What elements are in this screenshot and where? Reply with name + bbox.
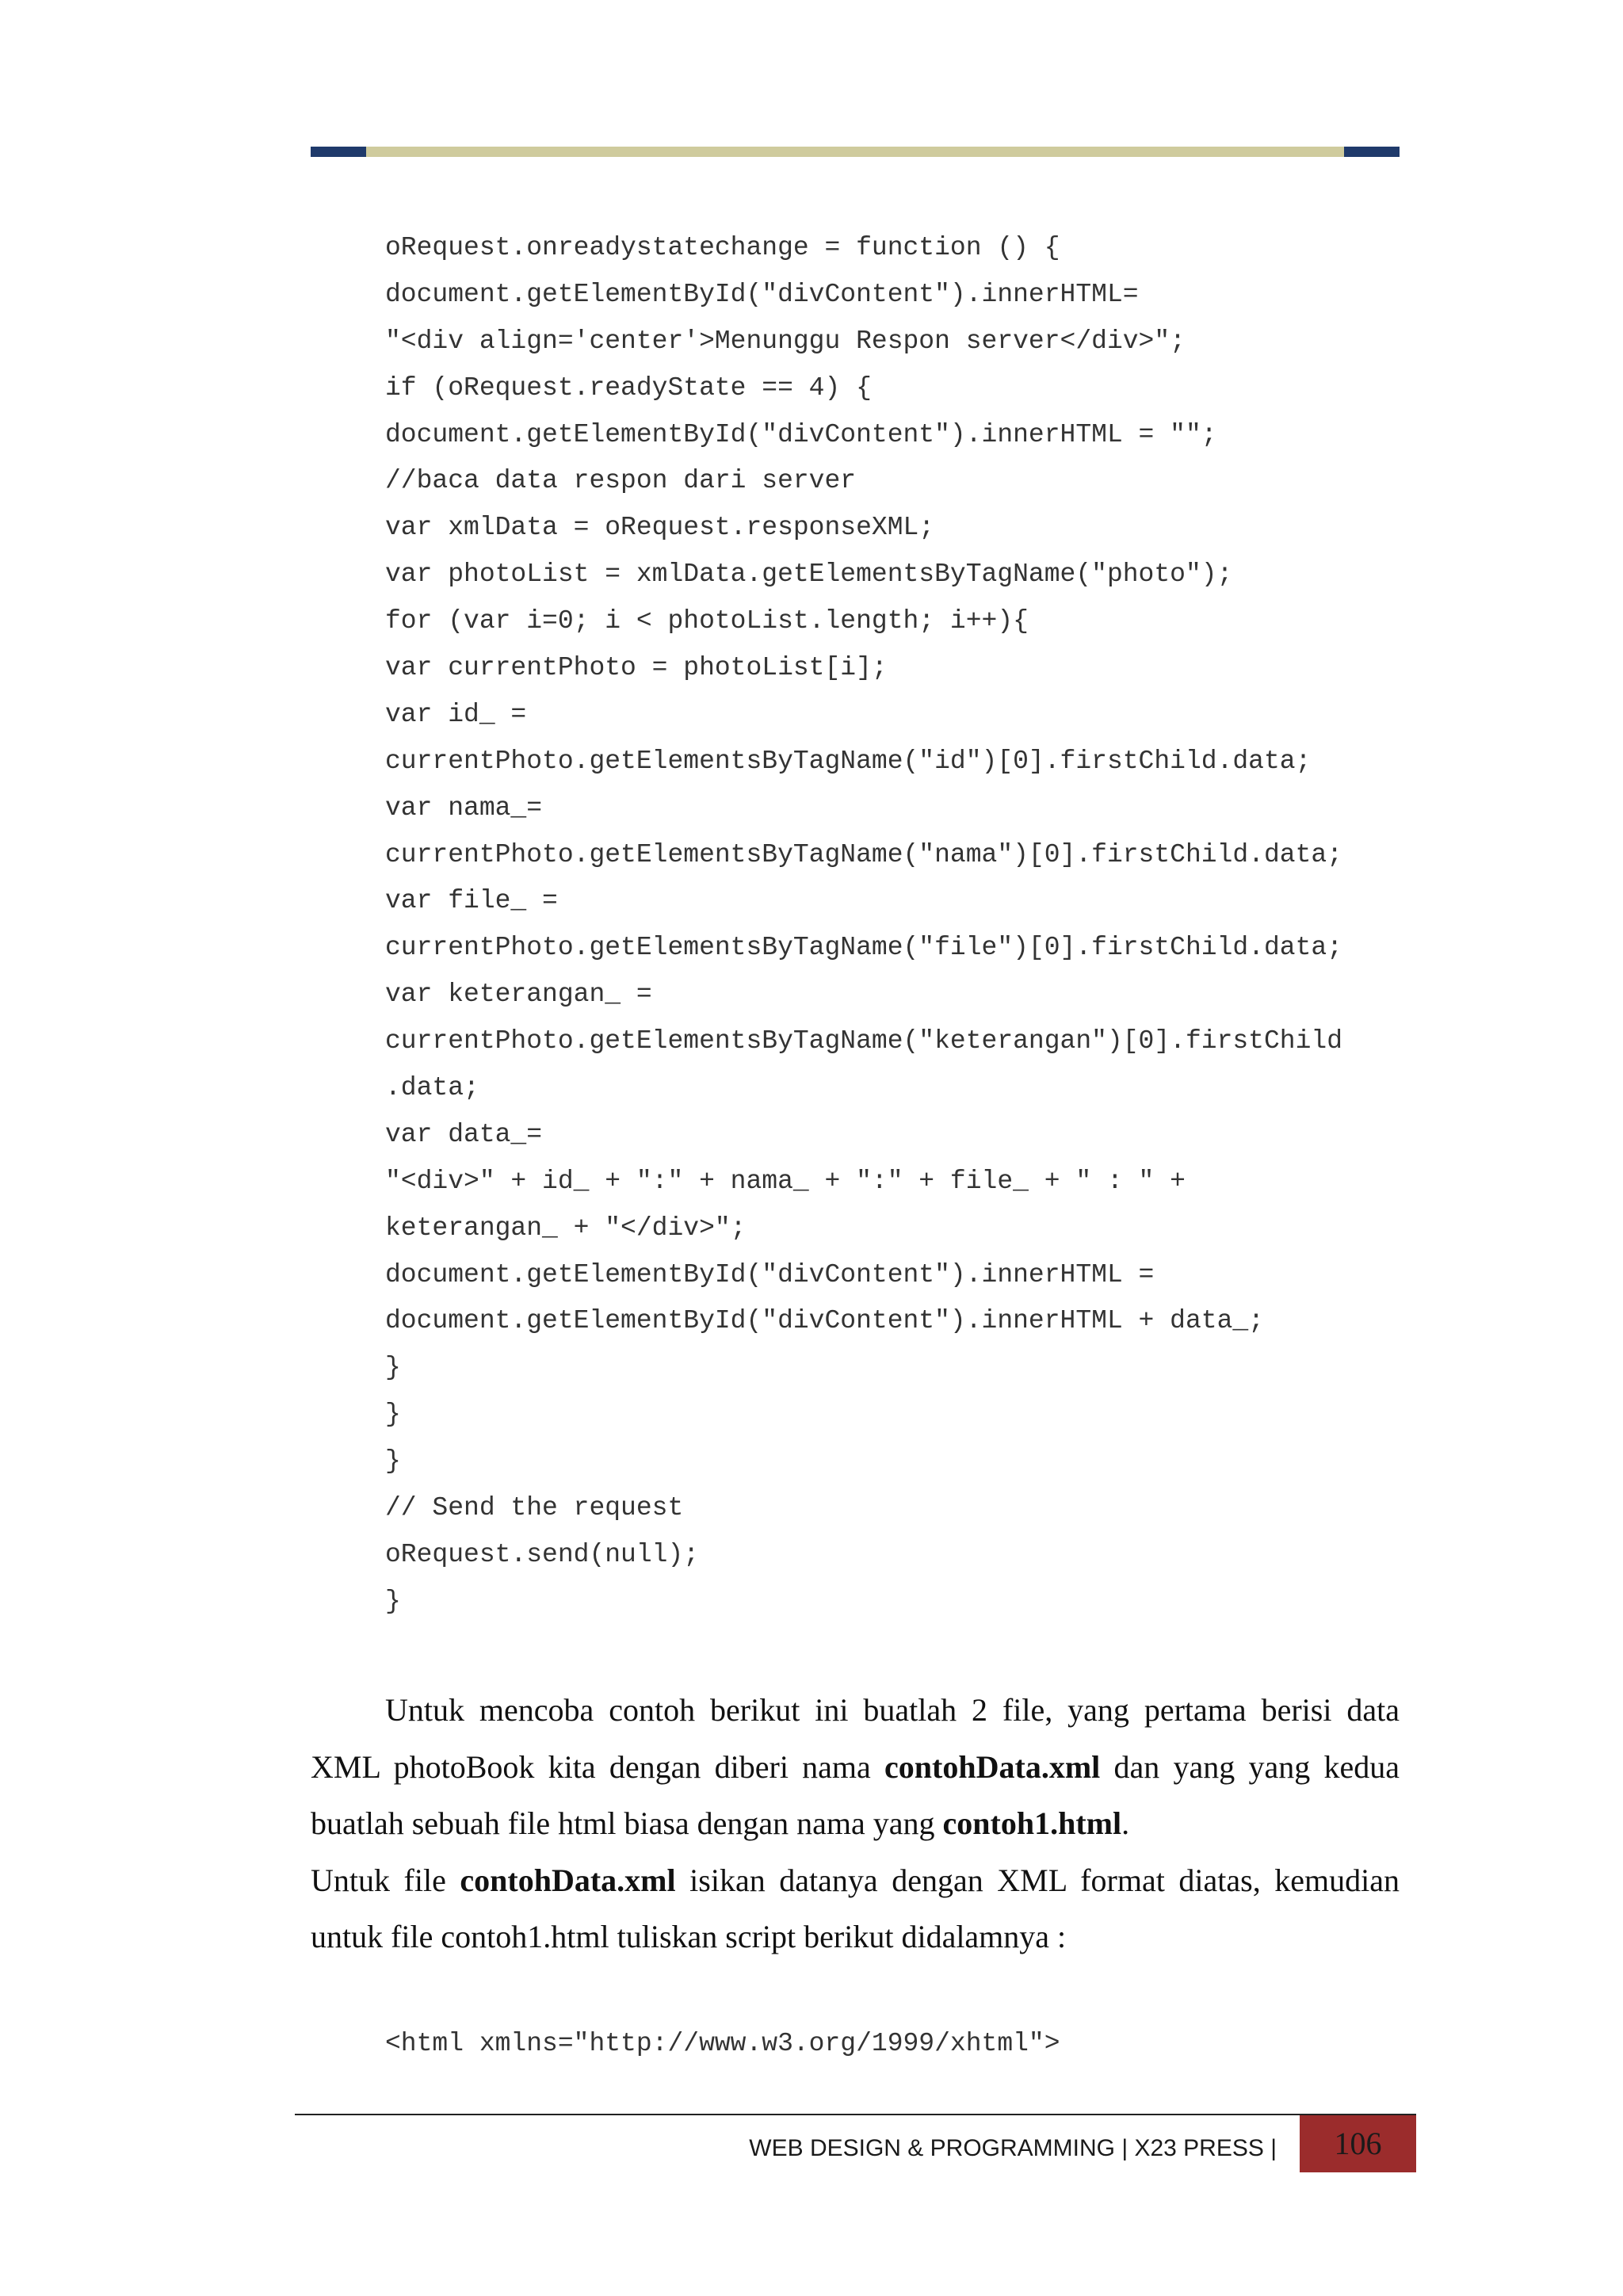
text-run: Untuk mencoba contoh berikut ini buatlah 2 file, yang pertama berisi data XML photoBook kita dengan diberi nama [311, 1692, 1400, 1785]
paragraph-instructions [311, 1682, 1400, 1852]
code-line: document.getElementById("divContent").innerHTML = ""; [385, 419, 1217, 449]
page-number: 106 [1300, 2115, 1416, 2172]
code-line: if (oRequest.readyState == 4) { [385, 372, 872, 403]
code-listing-html [385, 2021, 1060, 2068]
paragraph-file-content [311, 1852, 1400, 1966]
code-line: keterangan_ + "</div>"; [385, 1213, 747, 1243]
code-line: oRequest.onreadystatechange = function () { [385, 233, 1060, 262]
code-line: var photoList = xmlData.getElementsByTagName("photo"); [385, 560, 1233, 590]
filename-contohdata-xml: contohData.xml [884, 1748, 1101, 1785]
text-run: isikan datanya dengan XML format diatas, kemudian untuk file contoh1.html tuliskan script berikut didalamnya : [311, 1862, 1400, 1954]
text-run: dan yang yang kedua buatlah sebuah file html biasa dengan nama yang [311, 1748, 1400, 1841]
code-listing-javascript [385, 225, 1342, 1626]
header-rule-left-cap [311, 147, 366, 157]
code-line: document.getElementById("divContent").innerHTML + data_; [385, 1306, 1264, 1336]
code-line: .data; [385, 1073, 479, 1103]
code-line: oRequest.send(null); [385, 1539, 700, 1569]
body-text [311, 1682, 1400, 1966]
filename-contohdata-xml: contohData.xml [460, 1862, 676, 1898]
code-line: var currentPhoto = photoList[i]; [385, 653, 888, 683]
code-line: currentPhoto.getElementsByTagName("keterangan")[0].firstChild [385, 1026, 1342, 1056]
code-line: } [385, 1586, 401, 1616]
text-run: Untuk file [311, 1862, 460, 1898]
code-line: var xmlData = oRequest.responseXML; [385, 513, 935, 543]
code-line: document.getElementById("divContent").innerHTML = [385, 1259, 1155, 1289]
code-line: var nama_= [385, 793, 543, 823]
code-line: var file_ = [385, 886, 558, 916]
code-line: var keterangan_ = [385, 980, 652, 1010]
code-line: // Send the request [385, 1493, 684, 1523]
code-line: var data_= [385, 1119, 543, 1149]
footer-running-title: WEB DESIGN & PROGRAMMING | X23 PRESS | [749, 2135, 1277, 2161]
code-line: <html xmlns="http://www.w3.org/1999/xhtml"> [385, 2029, 1060, 2058]
code-line: var id_ = [385, 699, 527, 729]
code-line: } [385, 1353, 401, 1383]
code-line: } [385, 1446, 401, 1477]
code-line: currentPhoto.getElementsByTagName("file")[0].firstChild.data; [385, 933, 1342, 963]
code-line: //baca data respon dari server [385, 466, 857, 496]
code-line: currentPhoto.getElementsByTagName("nama")[0].firstChild.data; [385, 839, 1342, 869]
code-line: document.getElementById("divContent").innerHTML= [385, 279, 1139, 309]
header-rule-right-cap [1344, 147, 1400, 157]
filename-contoh1-html: contoh1.html [942, 1805, 1122, 1841]
code-line: } [385, 1400, 401, 1430]
code-line: for (var i=0; i < photoList.length; i++){ [385, 606, 1029, 636]
footer-rule [295, 2114, 1416, 2115]
header-rule [311, 147, 1400, 157]
text-run: . [1121, 1805, 1130, 1841]
code-line: "<div>" + id_ + ":" + nama_ + ":" + file_ + " : " + [385, 1166, 1186, 1196]
code-line: currentPhoto.getElementsByTagName("id")[0].firstChild.data; [385, 746, 1312, 776]
code-line: "<div align='center'>Menunggu Respon server</div>"; [385, 326, 1186, 356]
